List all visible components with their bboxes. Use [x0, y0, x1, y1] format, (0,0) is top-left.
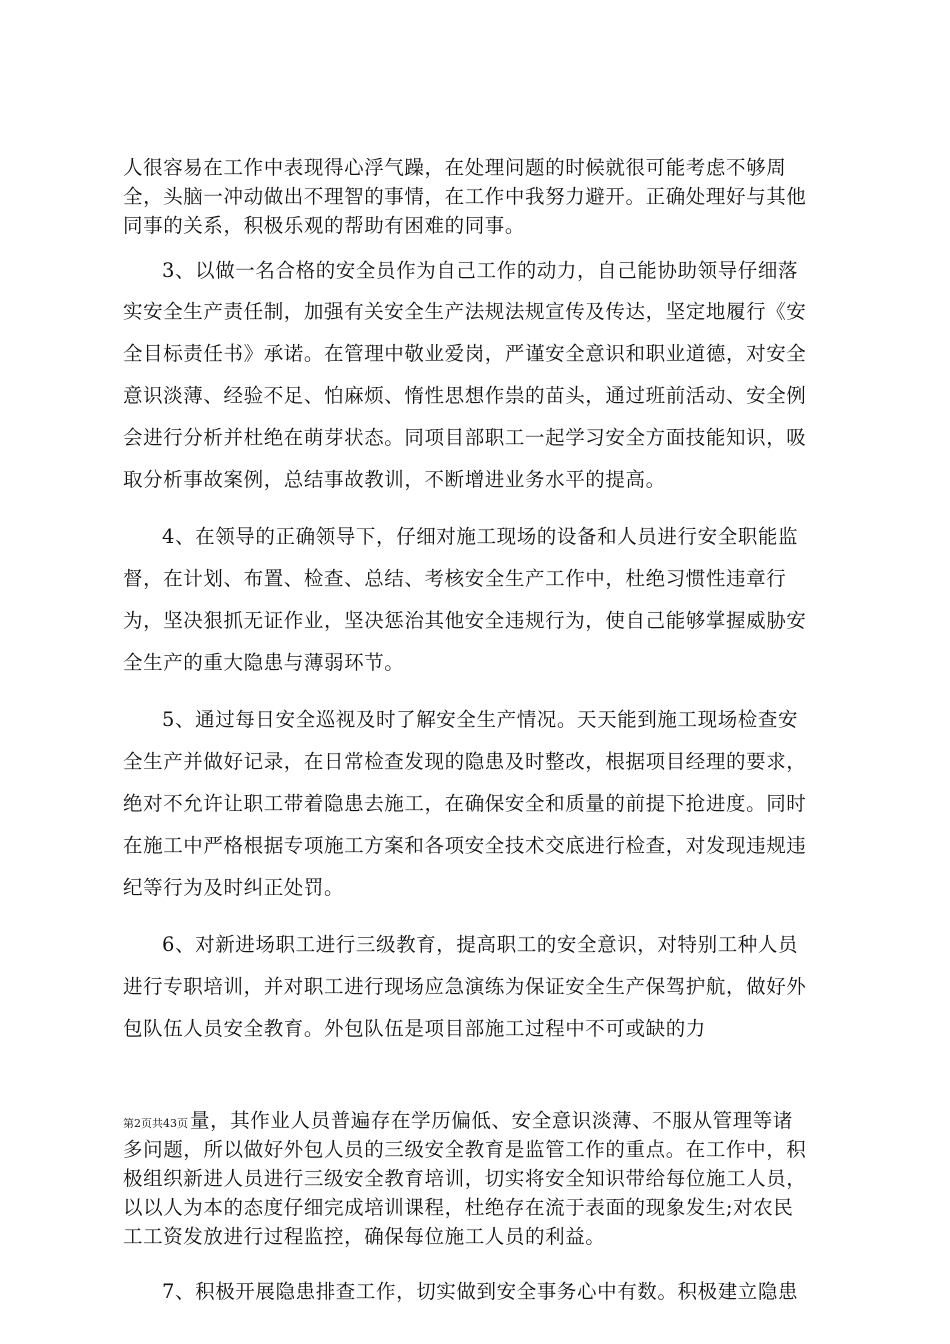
text-line: 多问题，所以做好外包人员的三级安全教育是监管工作的重点。在工作中，积 [123, 1138, 807, 1161]
text-line: 工工资发放进行过程监控，确保每位施工人员的利益。 [123, 1225, 606, 1248]
text-line: 进行专职培训，并对职工进行现场应急演练为保证安全生产保驾护航，做好外 [123, 975, 807, 998]
text-line: 在施工中严格根据专项施工方案和各项安全技术交底进行检查，对发现违规违 [123, 834, 807, 857]
text-line: 纪等行为及时纠正处罚。 [123, 876, 345, 899]
text-line: 为，坚决狠抓无证作业，坚决惩治其他安全违规行为，使自己能够掌握威胁安 [123, 609, 807, 632]
text-line: 5、通过每日安全巡视及时了解安全生产情况。天天能到施工现场检查安 [162, 708, 799, 731]
text-line: 全目标责任书》承诺。在管理中敬业爱岗，严谨安全意识和职业道德，对安全 [123, 342, 807, 365]
text-line: 7、积极开展隐患排查工作，切实做到安全事务心中有数。积极建立隐患 [162, 1280, 799, 1303]
text-line: 全生产的重大隐患与薄弱环节。 [123, 651, 405, 674]
text-line: 人很容易在工作中表现得心浮气躁，在处理问题的时候就很可能考虑不够周 [123, 156, 787, 179]
text-line: 取分析事故案例，总结事故教训，不断增进业务水平的提高。 [123, 468, 666, 491]
text-line: 意识淡薄、经验不足、怕麻烦、惰性思想作祟的苗头，通过班前活动、安全例 [123, 384, 807, 407]
text-line: 以以人为本的态度仔细完成培训课程，杜绝存在流于表面的现象发生;对农民 [123, 1196, 794, 1219]
text-line: 极组织新进人员进行三级安全教育培训，切实将安全知识带给每位施工人员， [123, 1167, 807, 1190]
text-line: 全，头脑一冲动做出不理智的事情，在工作中我努力避开。正确处理好与其他 [123, 185, 807, 208]
text-line: 绝对不允许让职工带着隐患去施工，在确保安全和质量的前提下抢进度。同时 [123, 792, 807, 815]
text-line: 实安全生产责任制，加强有关安全生产法规法规宣传及传达，坚定地履行《安 [123, 300, 807, 323]
text-line: 同事的关系，积极乐观的帮助有困难的同事。 [123, 214, 526, 237]
page-footer-line [123, 1110, 793, 1135]
text-line: 全生产并做好记录，在日常检查发现的隐患及时整改，根据项目经理的要求， [123, 750, 807, 773]
text-line: 4、在领导的正确领导下，仔细对施工现场的设备和人员进行安全职能监 [162, 525, 799, 548]
text-fragment: 量，其作业人员普遍存在学历偏低、安全意识淡薄、不服从管理等诸 [190, 1109, 794, 1132]
text-line: 6、对新进场职工进行三级教育，提高职工的安全意识，对特别工种人员 [162, 933, 799, 956]
page-number-label: 第2页共43页 [123, 1117, 188, 1130]
text-line: 会进行分析并杜绝在萌芽状态。同项目部职工一起学习安全方面技能知识，吸 [123, 426, 807, 449]
text-line: 3、以做一名合格的安全员作为自己工作的动力，自己能协助领导仔细落 [162, 259, 799, 282]
text-line: 包队伍人员安全教育。外包队伍是项目部施工过程中不可或缺的力 [123, 1017, 706, 1040]
text-line: 督，在计划、布置、检查、总结、考核安全生产工作中，杜绝习惯性违章行 [123, 567, 787, 590]
